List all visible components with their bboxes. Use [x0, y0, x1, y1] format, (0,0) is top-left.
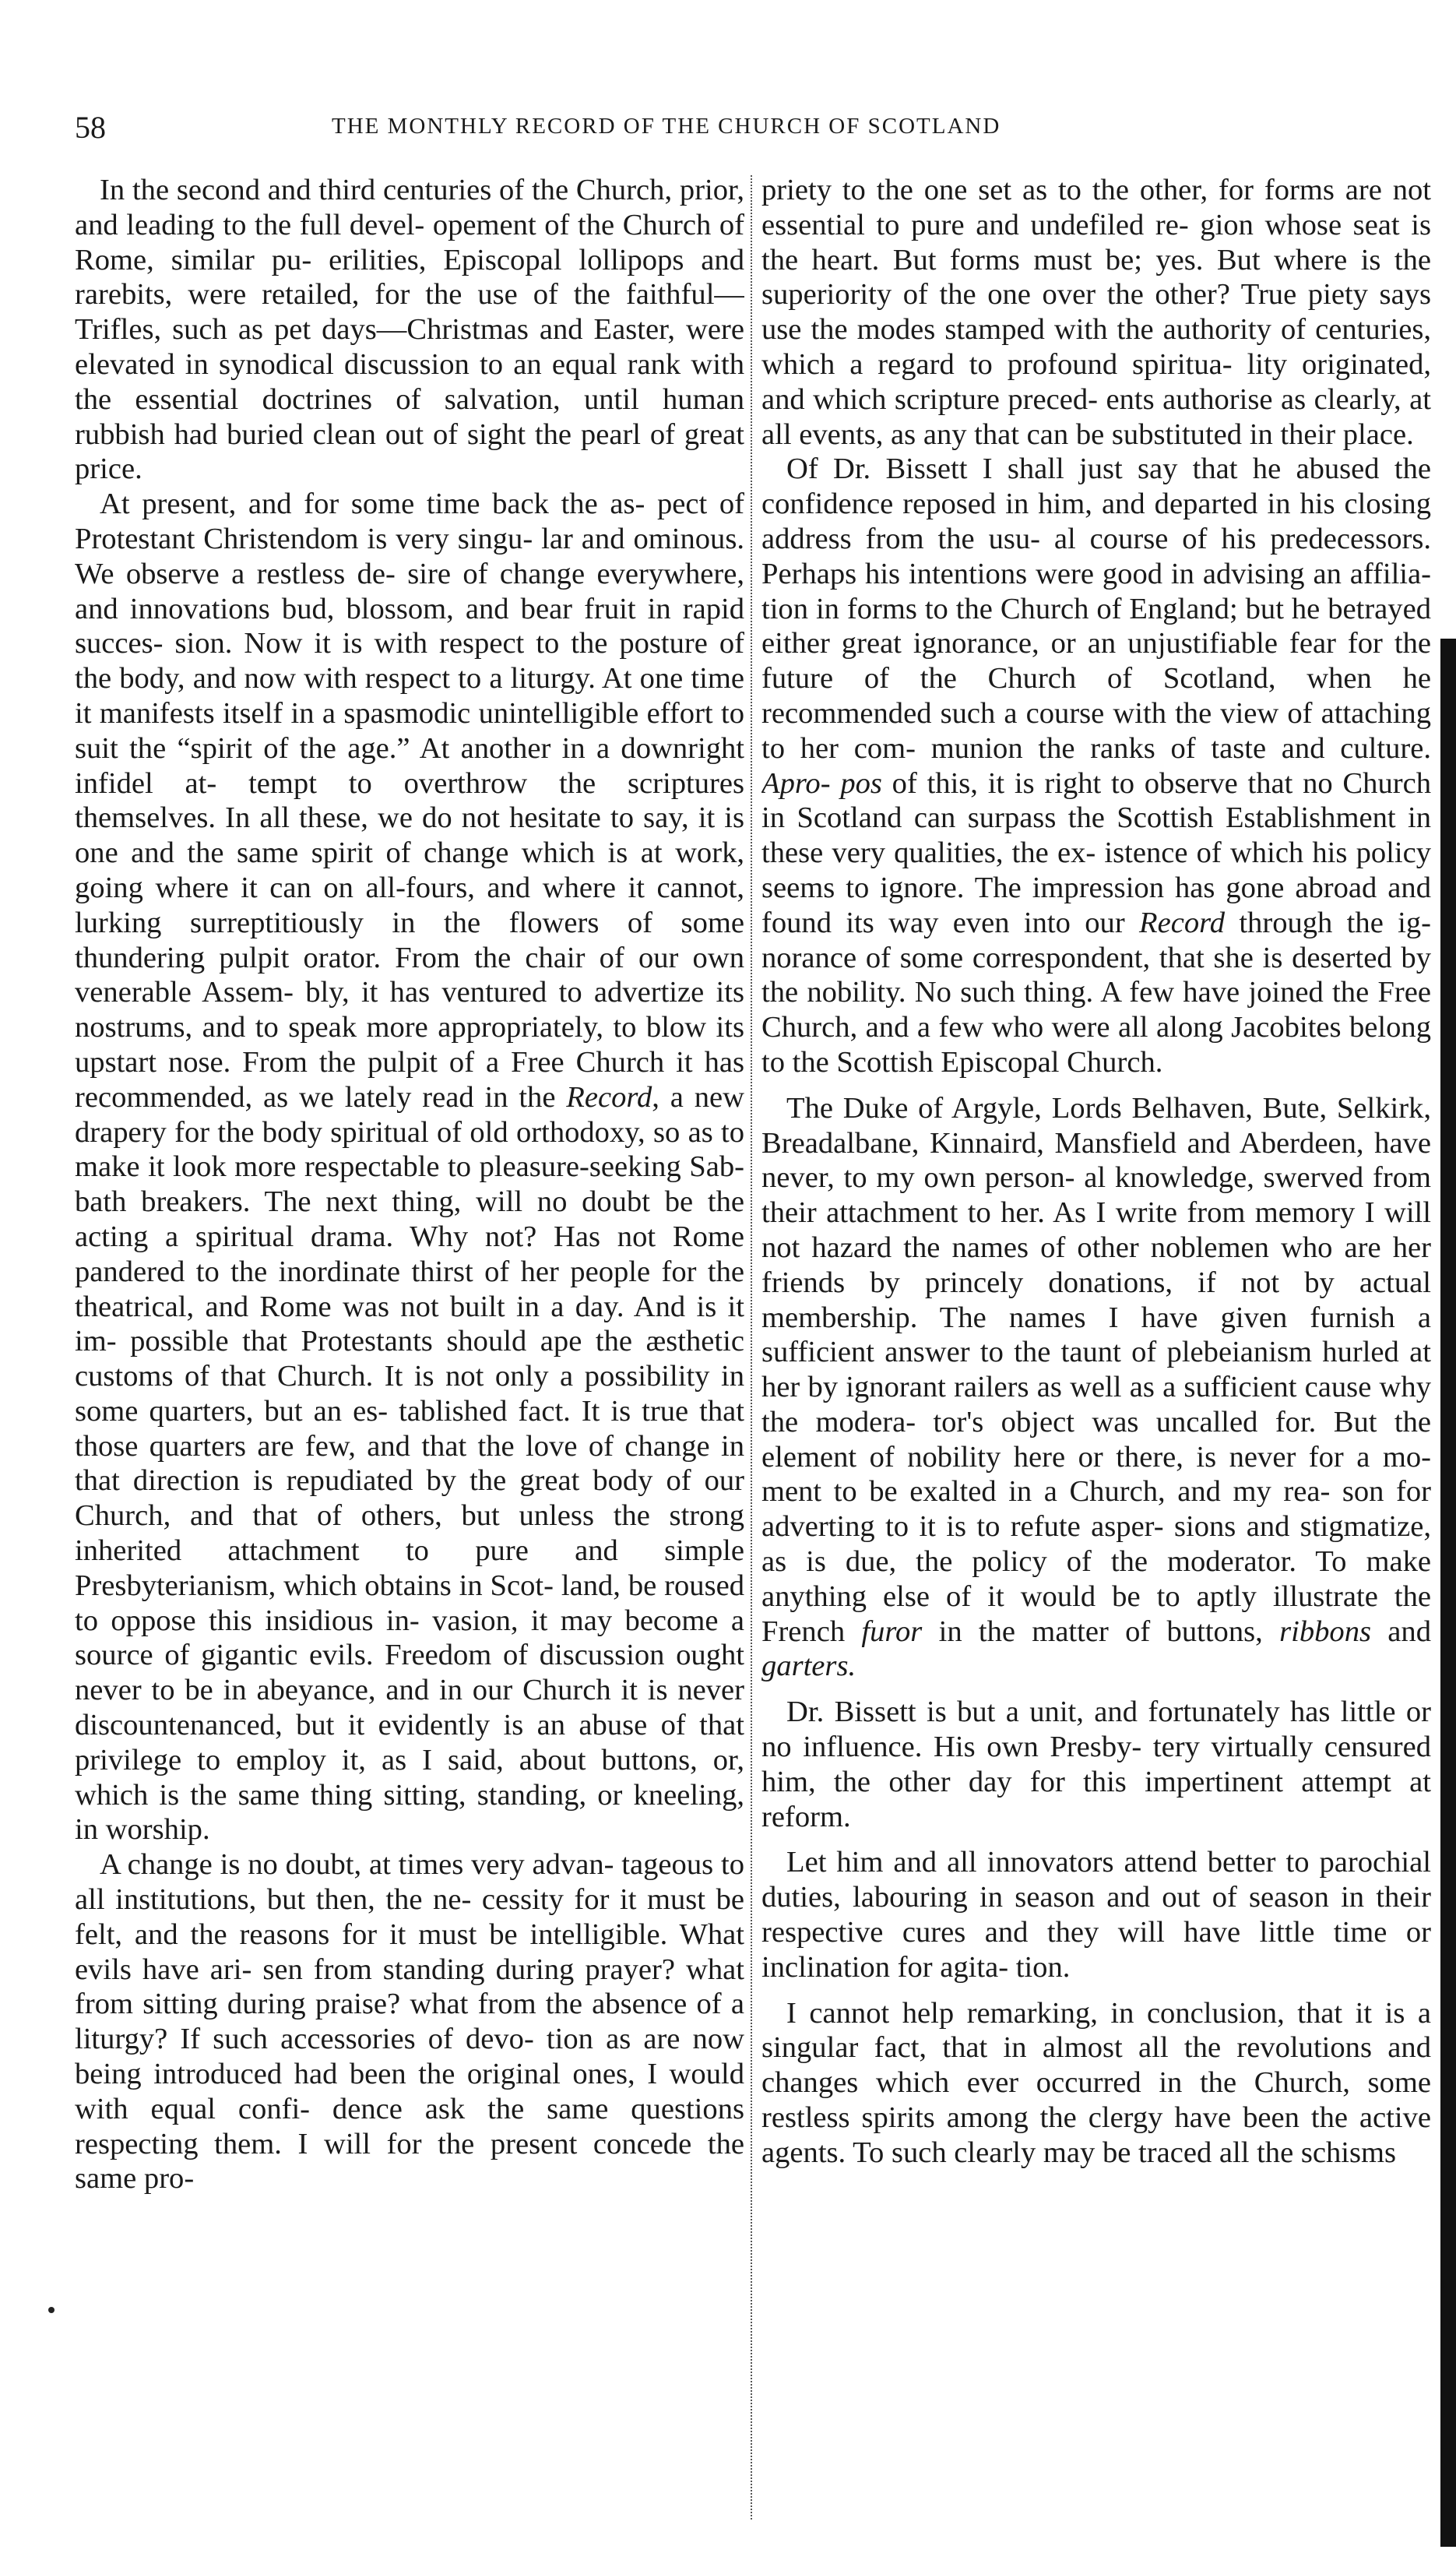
scan-edge-shadow — [1440, 639, 1456, 2547]
text-run: and — [1371, 1615, 1431, 1648]
paragraph: priety to the one set as to the other, for forms are not essential to pure and undefiled re- gion whose seat is the heart. But forms must be; yes. But where is the superiority of the one over the other? True piety says use the modes stamped with the authority of centuries, which a regard to profound spiritua- lity originated, and which scripture preced- ents authorise as clearly, at all events, as any that can be substituted in their place. — [761, 174, 1431, 451]
italic-text: furor — [861, 1615, 923, 1648]
page-number: 58 — [75, 110, 106, 145]
text-run: of this, it is right to observe that no Church in Scotland can surpass the Scottish Establishment in these very qualities, the ex- istence of which his policy seems to ignore. The impression has gone abroad and found its way even into our — [761, 766, 1431, 939]
paragraph: A change is no doubt, at times very advan- tageous to all institutions, but then, the ne- cessity for it must be felt, and the reasons for it must be intelligible. What evils have ari- sen from standing during prayer? what from sitting during praise? what from the absence of a liturgy? If such accessories of devo- tion as are now being introduced had been the original ones, I would with equal confi- dence ask the same questions respecting them. I will for the present concede the same pro- — [75, 1848, 744, 2196]
italic-text: Record — [1139, 906, 1225, 939]
page-header — [75, 109, 1363, 148]
paragraph: Let him and all innovators attend better to parochial duties, labouring in season and out of season in their respective cures and they will have little time or inclination for agita- tion. — [761, 1846, 1431, 1984]
paragraph — [75, 487, 744, 1847]
italic-text: garters. — [761, 1650, 856, 1683]
text-run: The Duke of Argyle, Lords Belhaven, Bute, Selkirk, Breadalbane, Kinnaird, Mansfield and Aberdeen, have never, to my own person- al knowledge, swerved from their attachment to her. As I write from memory I will not hazard the names of other noblemen who are her friends by princely donations, if not by actual membership. The names I have given furnish a sufficient answer to the taunt of plebeianism hurled at her by ignorant railers as well as a sufficient cause why the modera- tor's object was uncalled for. But the element of nobility here or there, is never for a mo- ment to be exalted in a Church, and my rea- son for adverting to it is to refute asper- sions and stigmatize, as is due, the policy of the moderator. To make anything else of it would be to aptly illustrate the French — [761, 1091, 1431, 1648]
right-column — [761, 173, 1431, 2525]
margin-mark — [48, 2307, 55, 2313]
paragraph: I cannot help remarking, in conclusion, that it is a singular fact, that in almost all the revolutions and changes which ever occurred in the Church, some restless spirits among the clergy have been the active agents. To such clearly may be traced all the schisms — [761, 1996, 1431, 2169]
left-column — [75, 173, 744, 2525]
text-run: through the ig- norance of some correspondent, that she is deserted by the nobility. No such thing. A few have joined the Free Church, and a few who were all along Jacobites belong to the Scottish Episcopal Church. — [761, 906, 1431, 1079]
text-run: At present, and for some time back the as- pect of Protestant Christendom is very singu- lar and ominous. We observe a restless de- sire of change everywhere, and innovations bud, blossom, and bear fruit in rapid succes- sion. Now it is with respect to the posture of the body, and now with respect to a liturgy. At one time it manifests itself in a spasmodic unintelligible effort to suit the “spirit of the age.” At another in a downright infidel at- tempt to overthrow the scriptures themselves. In all these, we do not hesitate to say, it is one and the same spirit of change which is at work, going where it can on all-fours, and where it cannot, lurking surreptitiously in the flowers of some thundering pulpit orator. From the chair of our own venerable Assem- bly, it has ventured to advertize its nostrums, and to speak more appropriately, to blow its upstart nose. From the pulpit of a Free Church it has recommended, as we lately read in the — [75, 488, 744, 1114]
italic-text: ribbons — [1279, 1615, 1371, 1648]
italic-text: Apro- pos — [761, 766, 882, 800]
italic-text: Record — [566, 1080, 652, 1114]
running-title: THE MONTHLY RECORD OF THE CHURCH OF SCOTLAND — [332, 114, 1001, 139]
column-divider — [751, 175, 752, 2520]
text-run: Of Dr. Bissett I shall just say that he abused the confidence reposed in him, and departed in his closing address from the usu- al course of his predecessors. Perhaps his intentions were good in advising an affilia- tion in forms to the Church of England; but he betrayed either great ignorance, or an unjustifiable fear for the future of the Church of Scotland, when he recommended such a course with the view of attaching to her com- munion the ranks of taste and culture. — [761, 452, 1431, 765]
text-run: in the matter of buttons, — [922, 1615, 1280, 1648]
paragraph — [761, 452, 1431, 1079]
paragraph: In the second and third centuries of the Church, prior, and leading to the full devel- opement of the Church of Rome, similar pu- erilities, Episcopal lollipops and rarebits, were retailed, for the use of the faithful—Trifles, such as pet days—Christmas and Easter, were elevated in synodical discussion to an equal rank with the essential doctrines of salvation, until human rubbish had buried clean out of sight the pearl of great price. — [75, 174, 744, 486]
paragraph: Dr. Bissett is but a unit, and fortunately has little or no influence. His own Presby- tery virtually censured him, the other day for this impertinent attempt at reform. — [761, 1696, 1431, 1833]
text-run: , a new drapery for the body spiritual of old orthodoxy, so as to make it look more respectable to pleasure-seeking Sab- bath breakers. The next thing, will no doubt be the acting a spiritual drama. Why not? Has not Rome pandered to the inordinate thirst of her people for the theatrical, and Rome was not built in a day. And is it im- possible that Protestants should ape the æsthetic customs of that Church. It is not only a possibility in some quarters, but an es- tablished fact. It is true that those quarters are few, and that the love of change in that direction is repudiated by the great body of our Church, and that of others, but unless the strong inherited attachment to pure and simple Presbyterianism, which obtains in Scot- land, be roused to oppose this insidious in- vasion, it may become a source of gigantic evils. Freedom of discussion ought never to be in abeyance, and in our Church it is never discountenanced, but it evidently is an abuse of that privilege to employ it, as I said, about buttons, or, which is the same thing sitting, standing, or kneeling, in worship. — [75, 1080, 744, 1847]
paragraph — [761, 1091, 1431, 1685]
